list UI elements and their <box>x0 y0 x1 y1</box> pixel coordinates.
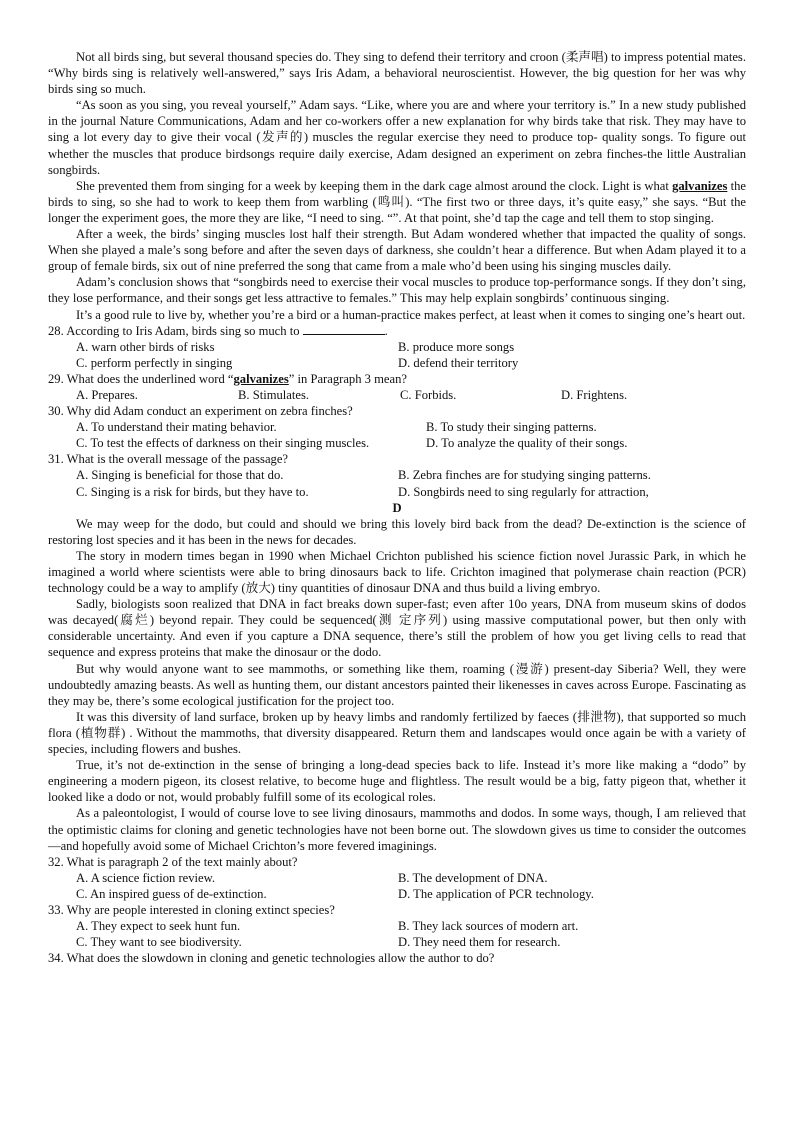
option-c: C. They want to see biodiversity. <box>76 935 242 950</box>
option-d: D. To analyze the quality of their songs. <box>426 436 628 451</box>
exam-page <box>48 49 746 966</box>
question-34: 34. What does the slowdown in cloning and genetic technologies allow the author to do? <box>48 951 495 966</box>
options <box>48 419 746 451</box>
question-29: 29. What does the underlined word “galvanizes” in Paragraph 3 mean? A. Prepares. B. Stimulates. C. Forbids. D. Frightens. <box>48 371 746 403</box>
passage-c-paragraph-4: After a week, the birds’ singing muscles lost half their strength. But Adam wondered whether that impacted the quality of songs. When she played a male’s song before and after the seven days of darkness, she couldn’t hear a difference. But when Adam played it to a group of female birds, six out of nine preferred the song that came from a male who’d been using his singing muscles daily. <box>48 227 746 274</box>
option-a: A. Prepares. <box>76 387 138 402</box>
question-31: 31. What is the overall message of the passage? A. Singing is beneficial for those that do. B. Zebra finches are for studying singing patterns. C. Singing is a risk for birds, but they have to. D. Songbirds need to sing regularly for attraction, <box>48 451 746 499</box>
option-b: B. produce more songs <box>398 339 515 354</box>
option-d: D. They need them for research. <box>398 935 561 950</box>
passage-c-paragraph-5: Adam’s conclusion shows that “songbirds need to exercise their vocal muscles to produce top-performance songs. If they don’t sing, they lose performance, and their songs get less attractive to females.” This may help explain songbirds’ continuous singing. <box>48 275 746 306</box>
option-d: D. Songbirds need to sing regularly for attraction, <box>398 484 649 499</box>
passage-c-paragraph-6: It’s a good rule to live by, whether you’re a bird or a human-practice makes perfect, at least when it comes to singing one’s heart out. <box>76 307 746 322</box>
option-c: C. An inspired guess of de-extinction. <box>76 886 267 901</box>
option-d: D. The application of PCR technology. <box>398 886 594 901</box>
passage-d-paragraph-5: It was this diversity of land surface, broken up by heavy limbs and randomly fertilized by faeces (排泄物), that supported so much flora (植物群) . Without the mammoths, that diversity disappeared. Return them and landscapes would once again be with a variety of species, including flowers and bushes. <box>48 709 746 757</box>
option-c: C. To test the effects of darkness on their singing muscles. <box>76 436 370 451</box>
options <box>48 339 746 371</box>
keyword-galvanizes: galvanizes <box>672 178 728 193</box>
question-30: 30. Why did Adam conduct an experiment on zebra finches? A. To understand their mating behavior. B. To study their singing patterns. C. To test the effects of darkness on their singing muscles. D. To analyze the quality of their songs. <box>48 403 746 451</box>
option-a: A. warn other birds of risks <box>76 339 215 354</box>
passage-c-paragraph-2: “As soon as you sing, you reveal yourself,” Adam says. “Like, where you are and where your territory is.” In a new study published in the journal Nature Communications, Adam and her co-workers offer a new explanation for why birds take that risk. They may have to sing a lot every day to give their vocal (发声的) muscles the regular exercise they need to produce top- quality songs. To figure out whether the muscles that produce birdsongs require daily exercise, Adam designed an experiment on zebra finches-the little Australian songbirds. <box>48 98 746 177</box>
option-d: D. Frightens. <box>561 387 628 402</box>
option-c: C. Singing is a risk for birds, but they have to. <box>76 484 309 499</box>
options <box>48 387 746 403</box>
passage-d-paragraph-7: As a paleontologist, I would of course love to see living dinosaurs, mammoths and dodos. In some ways, though, I am relieved that the optimistic claims for cloning and genetic technologies have not been borne out. The slowdown gives us time to consider the outcomes—and hopefully avoid some of Michael Crichton’s more fevered imaginings. <box>48 806 746 853</box>
options <box>48 870 746 902</box>
option-b: B. Zebra finches are for studying singing patterns. <box>398 468 651 483</box>
options <box>48 467 746 499</box>
question-28: 28. According to Iris Adam, birds sing so much to . A. warn other birds of risks B. produce more songs C. perform perfectly in singing D. defend their territory <box>48 323 746 371</box>
option-a: A. To understand their mating behavior. <box>76 420 277 435</box>
passage-d-paragraph-3: Sadly, biologists soon realized that DNA in fact breaks down super-fast; even after 10o years, DNA from museum skins of dodos was decayed(腐烂) beyond repair. They could be sequenced(测 定序列) using massive computational power, but then only with considerable uncertainty. And even if you capture a DNA sequence, there’s still the problem of how you get living cells to read that sequence and express proteins that make the dinosaur or the dodo. <box>48 597 746 660</box>
option-b: B. They lack sources of modern art. <box>398 919 579 934</box>
passage-d-paragraph-4: But why would anyone want to see mammoths, or something like them, roaming (漫游) present-day Siberia? Well, they were undoubtedly amazing beasts. As well as hunting them, our distant ancestors painted their likenesses in caves across Europe. Fascinating as they may be, there’s some ecological justification for the project too. <box>48 661 746 708</box>
passage-d-paragraph-2: The story in modern times began in 1990 when Michael Crichton published his science fiction novel Jurassic Park, in which he imagined a world where scientists were able to bring dinosaurs back to life. Crichton imagined that polymerase chain reaction (PCR) technology could be a way to amplify (放大) tiny quantities of dinosaur DNA and thus build a living embryo. <box>48 548 746 596</box>
passage-d-paragraph-6: True, it’s not de-extinction in the sense of bringing a long-dead species back to life. Instead it’s more like making a “dodo” by engineering a modern pigeon, its closest relative, to become huge and flightless. The result would be a big, fatty pigeon that, whether it looked like a dodo or not, would probably fulfill some of its ecological roles. <box>48 758 746 805</box>
options <box>48 918 746 950</box>
option-b: B. To study their singing patterns. <box>426 420 597 435</box>
option-a: A. They expect to seek hunt fun. <box>76 919 241 934</box>
section-heading-d: D <box>392 500 402 515</box>
passage-c-paragraph-1: Not all birds sing, but several thousand species do. They sing to defend their territory and croon (柔声唱) to impress potential mates. “Why birds sing is relatively well-answered,” says Iris Adam, a behavioral neuroscientist. However, the big question for her was why birds sing so much. <box>48 50 746 97</box>
option-b: B. Stimulates. <box>238 387 310 402</box>
option-d: D. defend their territory <box>398 355 519 370</box>
option-c: C. Forbids. <box>400 387 457 402</box>
passage-d-paragraph-1: We may weep for the dodo, but could and should we bring this lovely bird back from the dead? De-extinction is the science of restoring lost species and it has been in the news for decades. <box>48 516 746 547</box>
question-33: 33. Why are people interested in cloning extinct species? A. They expect to seek hunt fun. B. They lack sources of modern art. C. They want to see biodiversity. D. They need them for research. <box>48 902 746 950</box>
option-a: A. Singing is beneficial for those that do. <box>76 468 284 483</box>
passage-c-paragraph-3: She prevented them from singing for a week by keeping them in the dark cage almost around the clock. Light is what galvanizes the birds to sing, so she had to work to keep them from warbling (鸣叫). “The first two or three days, it’s quite easy,” she says. “But the longer the experiment goes, the more they are like, “I need to sing. “”. At that point, she’d tap the cage and tell them to stop singing. <box>48 178 746 225</box>
keyword-galvanizes: galvanizes <box>233 371 289 386</box>
option-b: B. The development of DNA. <box>398 870 548 885</box>
option-a: A. A science fiction review. <box>76 870 216 885</box>
option-c: C. perform perfectly in singing <box>76 355 233 370</box>
question-32: 32. What is paragraph 2 of the text mainly about? A. A science fiction review. B. The development of DNA. C. An inspired guess of de-extinction. D. The application of PCR technology. <box>48 854 746 902</box>
answer-blank <box>303 323 385 335</box>
